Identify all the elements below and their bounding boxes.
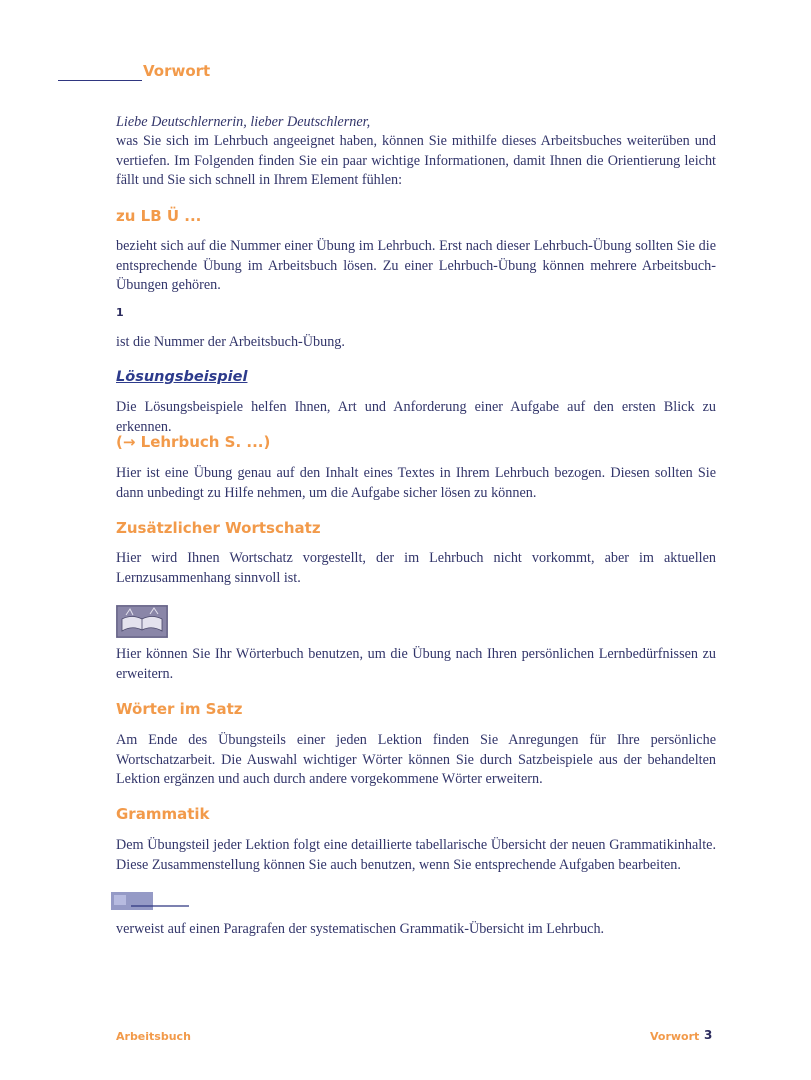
exercise-number: 1 [116, 306, 124, 319]
vocab-text: Hier wird Ihnen Wortschatz vorgestellt, der im Lehrbuch nicht vorkommt, aber im aktuellen Lernzusammenhang sinnvoll ist. [116, 550, 716, 586]
satz-text: Am Ende des Übungsteils einer jeden Lektion finden Sie Anregungen für Ihre persönliche Wortschatzarbeit. Die Auswahl wichtiger Wörter können Sie durch Satzbeispiele aus der behandelten Lektion ergänzen und auch durch andere vorgekommene Wörter erweitern. [116, 732, 716, 787]
header-rule [58, 80, 142, 81]
grammar-heading: Grammatik [116, 805, 210, 823]
sample-heading: Lösungsbeispiel [116, 369, 248, 385]
dictionary-text: Hier können Sie Ihr Wörterbuch benutzen, um die Übung nach Ihren persönlichen Lernbedürfnissen zu erweitern. [116, 646, 716, 682]
greeting: Liebe Deutschlernerin, lieber Deutschlerner, [116, 114, 371, 130]
grammar-text: Dem Übungsteil jeder Lektion folgt eine detaillierte tabellarische Übersicht der neuen Grammatikinhalte. Diese Zusammenstellung können Sie auch benutzen, wenn Sie entsprechende Aufgaben bearbeiten. [116, 837, 716, 873]
number-text: ist die Nummer der Arbeitsbuch-Übung. [116, 334, 345, 350]
open-book-icon [116, 605, 168, 638]
page-title: Vorwort [143, 62, 211, 80]
footer-right: Vorwort [650, 1030, 700, 1043]
footer-left: Arbeitsbuch [116, 1030, 191, 1043]
lehrbuch-text: Hier ist eine Übung genau auf den Inhalt eines Textes in Ihrem Lehrbuch bezogen. Diesen sollten Sie dann unbedingt zu Hilfe nehmen, um die Aufgabe sicher lösen zu können. [116, 465, 716, 501]
vocab-heading: Zusätzlicher Wortschatz [116, 519, 321, 537]
lb-heading: zu LB Ü ... [116, 207, 202, 225]
satz-heading: Wörter im Satz [116, 700, 243, 718]
paragraph-text: verweist auf einen Paragrafen der systematischen Grammatik-Übersicht im Lehrbuch. [116, 921, 605, 937]
lehrbuch-heading: (→ Lehrbuch S. ...) [116, 433, 271, 451]
sample-text: Die Lösungsbeispiele helfen Ihnen, Art und Anforderung einer Aufgabe auf den ersten Blick zu erkennen. [116, 399, 716, 435]
grammar-paragraph-icon [111, 892, 189, 914]
page-number: 3 [704, 1028, 713, 1042]
intro-text: was Sie sich im Lehrbuch angeeignet haben, können Sie mithilfe dieses Arbeitsbuches weiterüben und vertiefen. Im Folgenden finden Sie ein paar wichtige Informationen, damit Ihnen die Orientierung leicht fällt und Sie sich schnell in Ihrem Element fühlen: [116, 133, 716, 188]
lb-text: bezieht sich auf die Nummer einer Übung im Lehrbuch. Erst nach dieser Lehrbuch-Übung sollten Sie die entsprechende Übung im Arbeitsbuch lösen. Zu einer Lehrbuch-Übung können mehrere Arbeitsbuch-Übungen gehören. [116, 238, 716, 293]
